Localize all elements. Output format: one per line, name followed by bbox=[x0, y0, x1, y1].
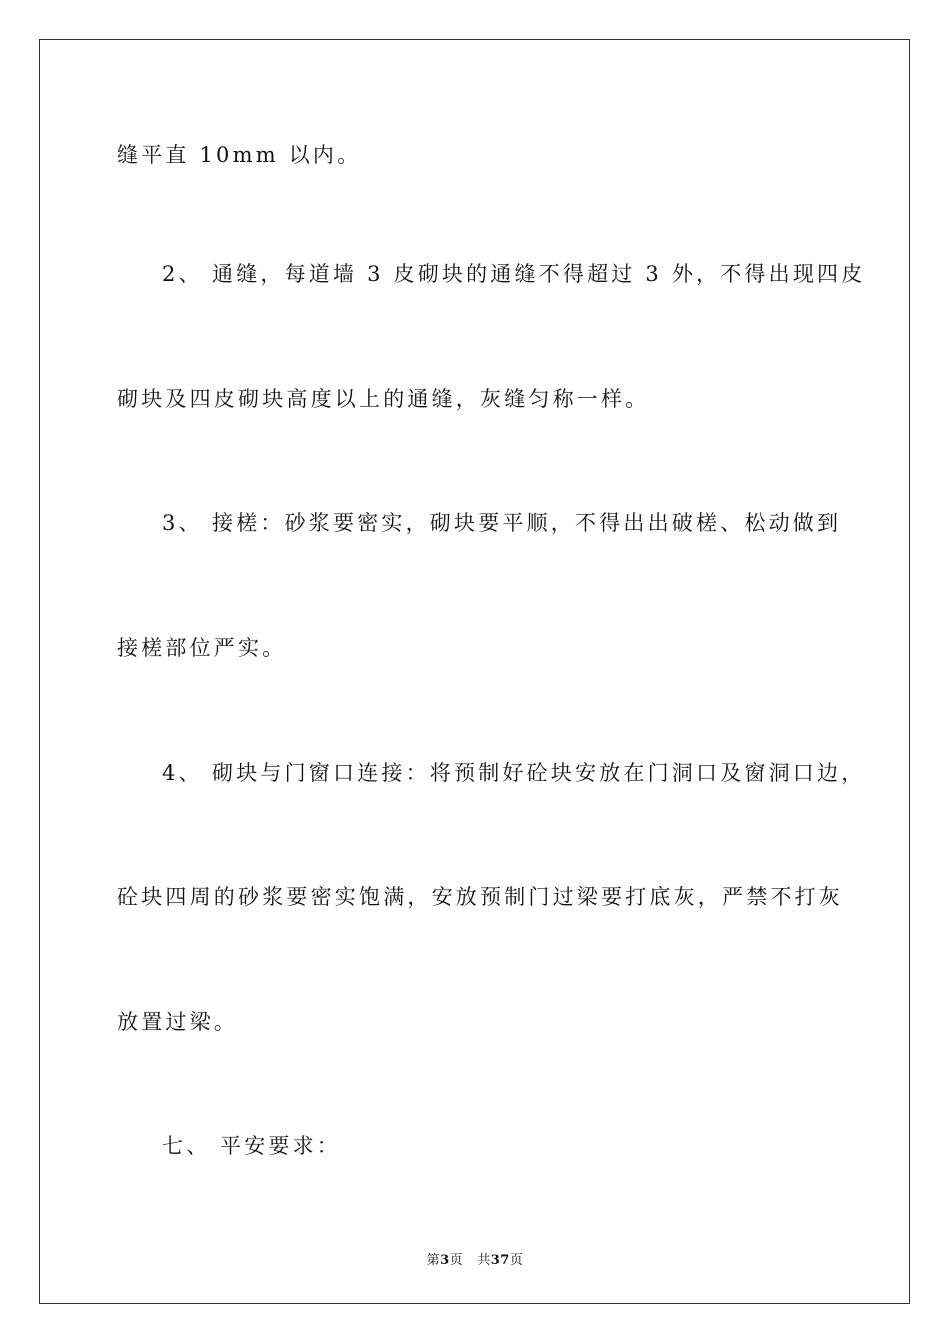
line-text: 砌块及四皮砌块高度以上的通缝，灰缝匀称一样。 bbox=[117, 387, 650, 411]
page-number: 3 bbox=[440, 1253, 450, 1268]
line-text: 接槎部位严实。 bbox=[117, 636, 287, 660]
page-suffix: 页 bbox=[449, 1253, 464, 1268]
page-border bbox=[39, 39, 910, 1304]
line-text: 通缝，每道墙 3 皮砌块的通缝不得超过 3 外，不得出现四皮 bbox=[212, 262, 866, 286]
text-line-3 bbox=[117, 389, 649, 410]
line-text: 接槎：砂浆要密实，砌块要平顺，不得出出破槎、松动做到 bbox=[212, 511, 842, 535]
text-line-1 bbox=[117, 145, 361, 166]
total-pages: 37 bbox=[490, 1253, 510, 1268]
text-line-7 bbox=[117, 887, 843, 908]
text-line-4 bbox=[162, 513, 841, 534]
page-prefix: 第 bbox=[426, 1253, 441, 1268]
text-line-8 bbox=[117, 1012, 238, 1033]
line-text: 缝平直 10mm 以内。 bbox=[117, 143, 362, 167]
text-line-6 bbox=[162, 763, 865, 784]
item-number: 3、 bbox=[162, 511, 203, 535]
total-suffix: 页 bbox=[509, 1253, 524, 1268]
item-number: 2、 bbox=[162, 262, 203, 286]
page-footer bbox=[0, 1249, 950, 1268]
text-line-5 bbox=[117, 638, 286, 659]
section-number: 七、 bbox=[162, 1134, 211, 1158]
line-text: 放置过梁。 bbox=[117, 1010, 238, 1034]
total-prefix: 共 bbox=[477, 1253, 491, 1268]
line-text: 砼块四周的砂浆要密实饱满，安放预制门过梁要打底灰，严禁不打灰 bbox=[117, 885, 843, 909]
line-text: 平安要求： bbox=[220, 1134, 341, 1158]
text-line-2 bbox=[162, 264, 865, 285]
line-text: 砌块与门窗口连接：将预制好砼块安放在门洞口及窗洞口边， bbox=[212, 761, 866, 785]
text-line-9 bbox=[162, 1136, 341, 1157]
item-number: 4、 bbox=[162, 761, 203, 785]
